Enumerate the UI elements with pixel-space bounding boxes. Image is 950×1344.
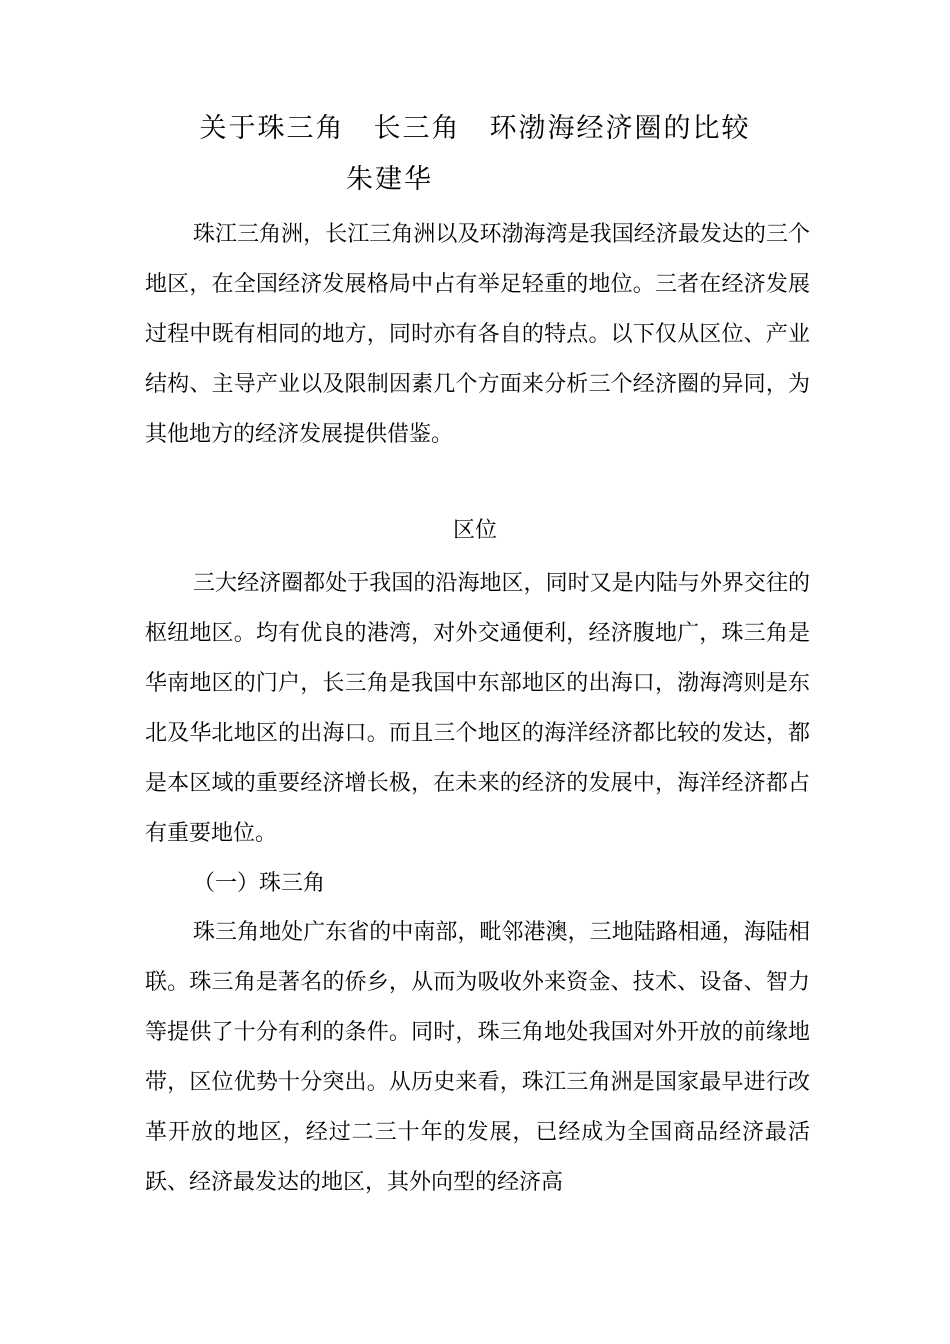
document-title: 关于珠三角 长三角 环渤海经济圈的比较: [199, 113, 751, 144]
subsection-heading-pearl-river-delta: （一）珠三角: [193, 871, 326, 896]
pearl-river-delta-paragraph: 珠三角地处广东省的中南部，毗邻港澳，三地陆路相通，海陆相联。珠三角是著名的侨乡，从而为吸收外来资金、技术、设备、智力等提供了十分有利的条件。同时，珠三角地处我国对外开放的前缘地带，区位优势十分突出。从历史来看，珠江三角洲是国家最早进行改革开放的地区，经过二三十年的发展，已经成为全国商品经济最活跃、经济最发达的地区，其外向型的经济高: [145, 920, 810, 1195]
intro-paragraph: 珠江三角洲，长江三角洲以及环渤海湾是我国经济最发达的三个地区，在全国经济发展格局中占有举足轻重的地位。三者在经济发展过程中既有相同的地方，同时亦有各自的特点。以下仅从区位、产业结构、主导产业以及限制因素几个方面来分析三个经济圈的异同，为其他地方的经济发展提供借鉴。: [145, 222, 810, 447]
author-name: 朱建华: [346, 164, 433, 195]
location-paragraph: 三大经济圈都处于我国的沿海地区，同时又是内陆与外界交往的枢纽地区。均有优良的港湾，对外交通便利，经济腹地广，珠三角是华南地区的门户，长三角是我国中东部地区的出海口，渤海湾则是东北及华北地区的出海口。而且三个地区的海洋经济都比较的发达，都是本区域的重要经济增长极，在未来的经济的发展中，海洋经济都占有重要地位。: [145, 571, 810, 846]
section-heading-location: 区位: [452, 518, 497, 543]
